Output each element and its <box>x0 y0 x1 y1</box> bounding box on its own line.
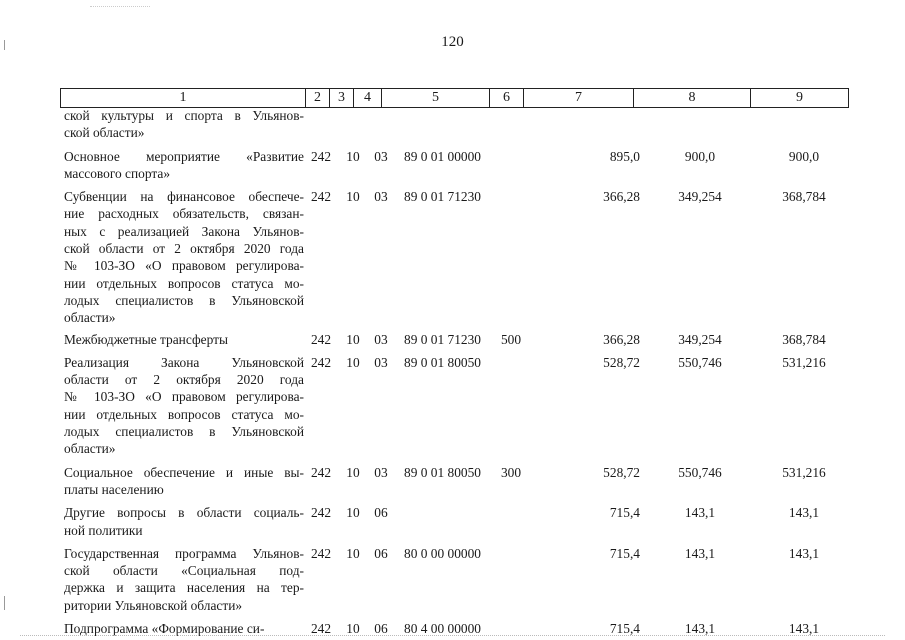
row-cell-c4: 03 <box>374 464 388 480</box>
row-cell-c6: 500 <box>500 331 522 347</box>
row-cell-c8: 143,1 <box>684 545 716 561</box>
row-description <box>64 188 304 326</box>
table-row <box>60 504 848 539</box>
row-description-line: Основное мероприятие «Развитие <box>64 148 304 164</box>
column-header-1: 1 <box>61 89 306 108</box>
row-cell-c2: 242 <box>310 621 332 637</box>
row-cell-c4: 06 <box>374 621 388 637</box>
row-cell-c5: 89 0 01 71230 <box>404 189 481 205</box>
row-cell-c3: 10 <box>346 621 360 637</box>
row-description-line: ритории Ульяновской области» <box>64 597 243 613</box>
row-cell-c2: 242 <box>310 331 332 347</box>
row-cell-c3: 10 <box>346 148 360 164</box>
row-description-line: ных с реализацией Закона Ульянов- <box>64 223 304 239</box>
row-description-line: области от 2 октября 2020 года <box>64 372 304 388</box>
row-cell-c5: 89 0 01 80050 <box>404 354 481 370</box>
row-description-line: Межбюджетные трансферты <box>64 331 228 347</box>
row-cell-c5: 89 0 01 80050 <box>404 464 481 480</box>
row-cell-c7: 366,28 <box>603 189 640 205</box>
row-cell-c7: 715,4 <box>609 545 640 561</box>
row-description-line: Государственная программа Ульянов- <box>64 545 304 561</box>
table-row <box>60 188 848 326</box>
column-header-8: 8 <box>634 89 751 108</box>
row-description-line: Субвенции на финансовое обеспече- <box>64 189 304 205</box>
column-header-6: 6 <box>490 89 524 108</box>
row-cell-c8: 143,1 <box>684 505 716 521</box>
scan-artifact <box>90 6 150 8</box>
row-description-line: ской области от 2 октября 2020 года <box>64 241 304 257</box>
row-cell-c5: 80 4 00 00000 <box>404 621 481 637</box>
row-description-line: Подпрограмма «Формирование си- <box>64 621 265 637</box>
row-cell-c2: 242 <box>310 505 332 521</box>
row-cell-c4: 06 <box>374 545 388 561</box>
row-cell-c2: 242 <box>310 148 332 164</box>
row-cell-c6: 300 <box>500 464 522 480</box>
row-cell-c9: 531,216 <box>782 464 826 480</box>
row-description-line: держка и защита населения на тер- <box>64 580 304 596</box>
row-description-line: ской области «Социальная под- <box>64 563 304 579</box>
column-header-9: 9 <box>751 89 849 108</box>
row-cell-c3: 10 <box>346 331 360 347</box>
row-cell-c7: 528,72 <box>603 464 640 480</box>
row-cell-c7: 895,0 <box>609 148 640 164</box>
row-description-line: нии отдельных вопросов статуса мо- <box>64 275 304 291</box>
row-cell-c9: 143,1 <box>788 505 820 521</box>
row-cell-c7: 715,4 <box>609 621 640 637</box>
table-row <box>60 148 848 183</box>
row-description <box>64 107 304 142</box>
table-row <box>60 107 848 142</box>
row-description <box>64 354 304 458</box>
row-cell-c2: 242 <box>310 464 332 480</box>
row-cell-c7: 715,4 <box>609 505 640 521</box>
table-row <box>60 354 848 458</box>
row-cell-c7: 366,28 <box>603 331 640 347</box>
table-row <box>60 331 848 348</box>
row-description-line: лодых специалистов в Ульяновской <box>64 424 304 440</box>
table-body <box>60 107 848 637</box>
row-description-line: лодых специалистов в Ульяновской <box>64 292 304 308</box>
row-cell-c4: 03 <box>374 148 388 164</box>
row-description-line: № 103-ЗО «О правовом регулирова- <box>64 389 304 405</box>
row-cell-c5: 89 0 01 71230 <box>404 331 481 347</box>
row-cell-c7: 528,72 <box>603 354 640 370</box>
row-cell-c9: 368,784 <box>782 331 826 347</box>
row-description-line: ской культуры и спорта в Ульянов- <box>64 108 304 123</box>
row-description-line: Реализация Закона Ульяновской <box>64 354 304 370</box>
row-cell-c8: 550,746 <box>678 354 722 370</box>
row-description <box>64 545 304 614</box>
row-cell-c8: 349,254 <box>678 189 722 205</box>
row-description-line: массового спорта» <box>64 165 171 181</box>
table-row <box>60 464 848 499</box>
row-description-line: ной политики <box>64 522 143 538</box>
row-cell-c8: 550,746 <box>678 464 722 480</box>
row-cell-c2: 242 <box>310 354 332 370</box>
table-row <box>60 545 848 614</box>
row-cell-c2: 242 <box>310 189 332 205</box>
row-cell-c3: 10 <box>346 354 360 370</box>
row-cell-c9: 143,1 <box>788 621 820 637</box>
column-header-4: 4 <box>354 89 382 108</box>
row-cell-c8: 143,1 <box>684 621 716 637</box>
row-cell-c4: 03 <box>374 354 388 370</box>
row-description-line: области» <box>64 441 116 457</box>
row-description-line: области» <box>64 310 116 326</box>
scan-artifact-left-bottom <box>4 596 5 610</box>
row-cell-c9: 368,784 <box>782 189 826 205</box>
column-header-3: 3 <box>330 89 354 108</box>
row-description <box>64 464 304 499</box>
column-header-table <box>60 88 849 108</box>
row-description-line: Социальное обеспечение и иные вы- <box>64 464 304 480</box>
row-cell-c5: 80 0 00 00000 <box>404 545 481 561</box>
row-description <box>64 504 304 539</box>
row-description <box>64 331 304 348</box>
row-cell-c3: 10 <box>346 464 360 480</box>
row-description-line: нии отдельных вопросов статуса мо- <box>64 406 304 422</box>
row-cell-c8: 349,254 <box>678 331 722 347</box>
column-header-7: 7 <box>524 89 634 108</box>
row-cell-c3: 10 <box>346 189 360 205</box>
row-cell-c2: 242 <box>310 545 332 561</box>
row-cell-c9: 143,1 <box>788 545 820 561</box>
row-cell-c3: 10 <box>346 505 360 521</box>
row-cell-c5: 89 0 01 00000 <box>404 148 481 164</box>
page-number: 120 <box>441 34 464 50</box>
column-header-2: 2 <box>306 89 330 108</box>
row-description-line: платы населению <box>64 481 164 497</box>
row-cell-c9: 531,216 <box>782 354 826 370</box>
row-description-line: ской области» <box>64 125 145 141</box>
row-cell-c3: 10 <box>346 545 360 561</box>
scan-artifact-bottom <box>20 633 885 636</box>
row-cell-c4: 03 <box>374 331 388 347</box>
row-cell-c4: 03 <box>374 189 388 205</box>
row-description-line: № 103-ЗО «О правовом регулирова- <box>64 258 304 274</box>
row-cell-c9: 900,0 <box>788 148 820 164</box>
row-description-line: Другие вопросы в области социаль- <box>64 505 304 521</box>
row-description-line: ние расходных обязательств, связан- <box>64 206 304 222</box>
row-cell-c4: 06 <box>374 505 388 521</box>
column-header-5: 5 <box>382 89 490 108</box>
row-cell-c8: 900,0 <box>684 148 716 164</box>
row-description <box>64 148 304 183</box>
